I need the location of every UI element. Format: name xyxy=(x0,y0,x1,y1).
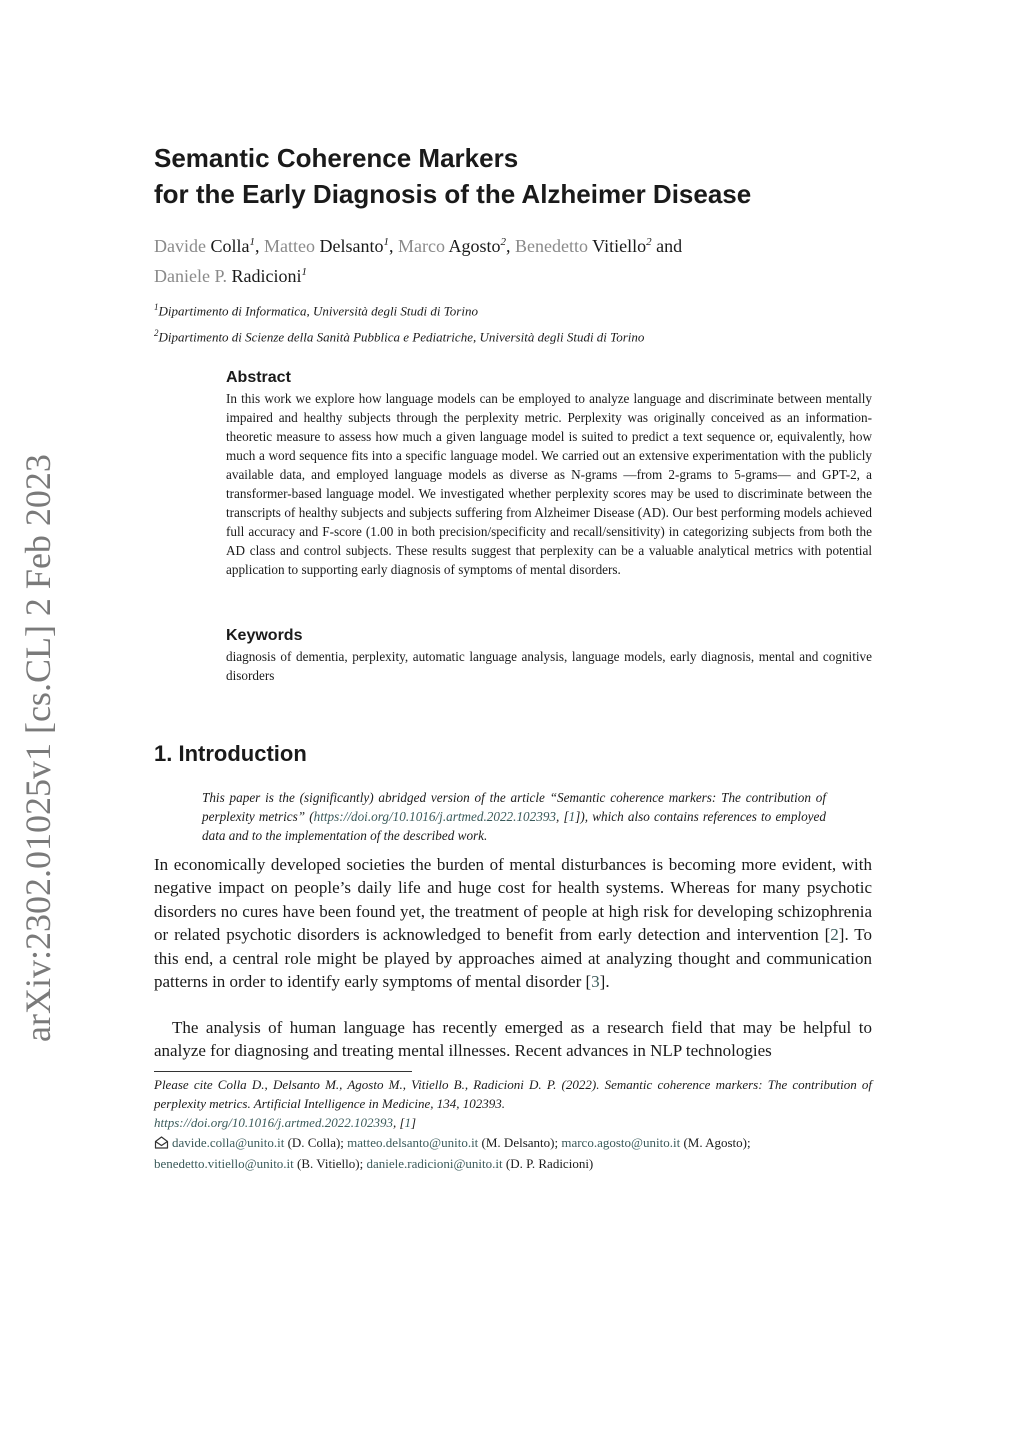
author-list xyxy=(154,229,874,289)
abstract-heading: Abstract xyxy=(226,369,291,386)
email-owner: (M. Delsanto); xyxy=(478,1135,562,1150)
doi-link[interactable]: https://doi.org/10.1016/j.artmed.2022.102393 xyxy=(313,809,557,824)
envelope-icon xyxy=(154,1135,169,1154)
footnote-separator: ] xyxy=(411,1115,417,1130)
author-separator: , xyxy=(505,236,515,256)
author-affiliation-mark: 1 xyxy=(301,266,307,278)
intro-paragraph-1 xyxy=(154,853,872,993)
author-first-name: Davide xyxy=(154,236,206,256)
author-last-name: Delsanto xyxy=(319,236,384,256)
intro-paragraph-2: The analysis of human language has recently emerged as a research field that may be helpful to analyze for diagnosing and treating mental illnesses. Recent advances in NLP technologies xyxy=(154,1018,872,1061)
author-affiliation-mark: 2 xyxy=(500,236,506,248)
footnote-divider xyxy=(154,1071,412,1072)
affiliation-number: 1 xyxy=(154,302,159,312)
author-3 xyxy=(398,236,515,256)
author-separator: , xyxy=(254,236,264,256)
author-first-name: Marco xyxy=(397,236,445,256)
email-owner: (D. Colla); xyxy=(284,1135,348,1150)
affiliation-text: Dipartimento di Scienze della Sanità Pubblica e Pediatriche, Università degli Studi di Torino xyxy=(158,329,645,345)
author-last-name: Vitiello xyxy=(592,236,647,256)
email-link[interactable]: daniele.radicioni@unito.it xyxy=(366,1156,503,1171)
citation-link[interactable]: 1 xyxy=(404,1115,412,1130)
email-owner: (M. Agosto); xyxy=(680,1135,751,1150)
paragraph-text: ]. To this end, a central role might be played by approaches aimed at analyzing thought and communication patterns in order to identify early symptoms of mental disorder [ xyxy=(154,925,872,992)
author-separator: and xyxy=(651,236,683,256)
author-2 xyxy=(264,236,398,256)
abridged-note xyxy=(202,788,826,845)
affiliations xyxy=(154,296,874,349)
keywords-heading: Keywords xyxy=(226,627,303,644)
footnote-text: Please cite Colla D., Delsanto M., Agosto M., Vitiello B., Radicioni D. P. (2022). Semantic coherence markers: The contribution of perplexity metrics. Artificial Intelligence in Medicine, 134, 102393. xyxy=(154,1077,872,1111)
author-affiliation-mark: 2 xyxy=(646,236,652,248)
author-affiliation-mark: 1 xyxy=(249,236,255,248)
citation-link[interactable]: 1 xyxy=(568,809,576,824)
doi-link[interactable]: https://doi.org/10.1016/j.artmed.2022.102393 xyxy=(154,1115,393,1130)
email-owner: (D. P. Radicioni) xyxy=(502,1156,594,1171)
author-first-name: Matteo xyxy=(263,236,315,256)
title-line-2: for the Early Diagnosis of the Alzheimer Disease xyxy=(154,179,752,209)
author-1 xyxy=(154,236,264,256)
citation-link[interactable]: 2 xyxy=(830,925,839,945)
affiliation-number: 2 xyxy=(154,328,159,339)
email-link[interactable]: matteo.delsanto@unito.it xyxy=(347,1135,479,1150)
email-link[interactable]: davide.colla@unito.it xyxy=(172,1135,285,1150)
paragraph-text: ]. xyxy=(599,972,610,992)
author-affiliation-mark: 1 xyxy=(383,236,389,248)
affiliation-2 xyxy=(154,322,874,348)
keywords-text: diagnosis of dementia, perplexity, automatic language analysis, language models, early diagnosis, mental and cognitive disorders xyxy=(226,649,872,683)
note-text: This paper is the (significantly) abridged version of the article “Semantic coherence markers: The contribution of perplexity metrics” ( xyxy=(202,790,826,824)
affiliation-text: Dipartimento di Informatica, Università degli Studi di Torino xyxy=(158,303,478,319)
email-link[interactable]: marco.agosto@unito.it xyxy=(561,1135,681,1150)
note-separator: , [ xyxy=(556,809,569,824)
note-text: ]), which also contains references to employed data and to the implementation of the described work. xyxy=(202,809,826,843)
email-owner: (B. Vitiello); xyxy=(293,1156,367,1171)
citation-footnote xyxy=(154,1075,872,1132)
email-link[interactable]: benedetto.vitiello@unito.it xyxy=(154,1156,294,1171)
footnote-separator: , [ xyxy=(392,1115,405,1130)
abstract-text: In this work we explore how language models can be employed to analyze language and discriminate between mentally impaired and healthy subjects through the perplexity metric. Perplexity was originally conceived as an information-theoretic measure to assess how much a given language model is suited to predict a text sequence or, equivalently, how much a word sequence fits into a specific language model. We carried out an extensive experimentation with the publicly available data, and employed language models as diverse as N-grams —from 2-grams to 5-grams— and GPT-2, a transformer-based language model. We investigated whether perplexity scores may be used to discriminate between the transcripts of healthy subjects and subjects suffering from Alzheimer Disease (AD). Our best performing models achieved full accuracy and F-score (1.00 in both precision/specificity and recall/sensitivity) in categorizing subjects from both the AD class and control subjects. These results suggest that perplexity can be a valuable analytical metrics with potential application to supporting early diagnosis of symptoms of mental disorders. xyxy=(226,391,872,577)
paragraph-text: In economically developed societies the burden of mental disturbances is becoming more evident, with negative impact on people’s daily life and huge cost for health systems. Whereas for many psychotic disorders no cures have been found yet, the treatment of people at high risk for developing schizophrenia or related psychotic disorders is acknowledged to benefit from early detection and intervention [ xyxy=(154,855,872,945)
author-emails xyxy=(154,1133,872,1173)
author-first-name: Benedetto xyxy=(514,236,588,256)
citation-link[interactable]: 3 xyxy=(591,972,600,992)
section-heading-introduction: 1. Introduction xyxy=(154,741,307,766)
paper-title xyxy=(154,140,914,212)
author-separator: , xyxy=(388,236,398,256)
affiliation-1 xyxy=(154,296,874,322)
author-last-name: Agosto xyxy=(448,236,501,256)
author-4 xyxy=(515,236,682,256)
title-line-1: Semantic Coherence Markers xyxy=(154,143,519,173)
author-last-name: Radicioni xyxy=(231,266,302,286)
author-last-name: Colla xyxy=(210,236,250,256)
author-first-name: Daniele P. xyxy=(154,266,227,286)
author-5 xyxy=(154,266,307,286)
arxiv-stamp: arXiv:2302.01025v1 [cs.CL] 2 Feb 2023 xyxy=(18,454,58,1042)
